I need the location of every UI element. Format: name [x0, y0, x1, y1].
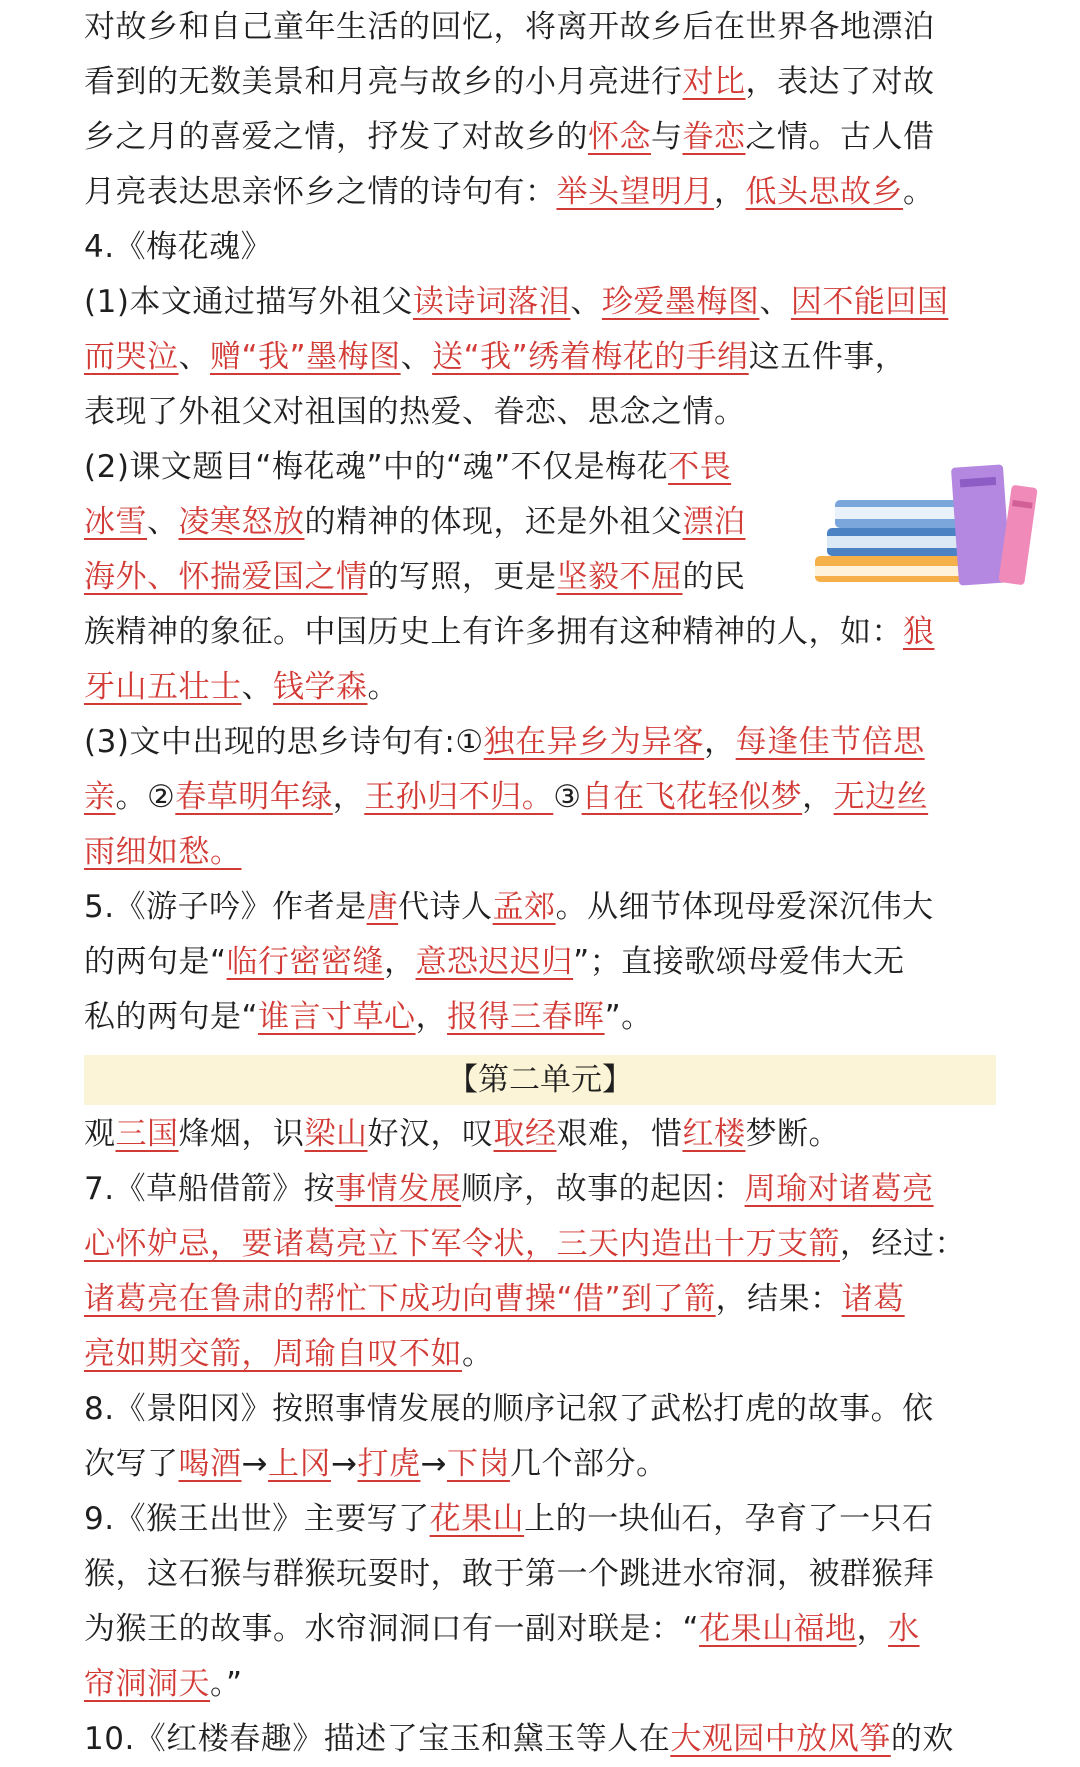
line-3 [84, 110, 996, 165]
body-text: (2)课文题目“梅花魂”中的“魂”不仅是梅花 [84, 449, 669, 485]
heading-4 [84, 220, 996, 275]
line-12 [84, 660, 996, 715]
body-text: 对故乡和自己童年生活的回忆，将离开故乡后在世界各地漂泊 [84, 9, 935, 45]
answer-text: 心怀妒忌，要诸葛亮立下军令状，三天内造出十万支箭 [84, 1226, 840, 1262]
line-2 [84, 55, 996, 110]
line-4 [84, 165, 996, 220]
answer-text: 红楼 [682, 1116, 746, 1152]
answer-text: 事情发展 [335, 1171, 462, 1207]
answer-text: 海外、怀揣爱国之情 [84, 559, 368, 595]
answer-text: 赠“我”墨梅图 [210, 339, 401, 375]
books-illustration-icon [805, 456, 1055, 596]
answer-text: 对比 [682, 64, 746, 100]
line-27 [84, 1547, 996, 1602]
body-text: 上的一块仙石，孕育了一只石 [524, 1501, 934, 1537]
line-25 [84, 1437, 996, 1492]
body-text: 、 [178, 339, 210, 375]
line-28 [84, 1602, 996, 1657]
answer-text: 下岗 [446, 1446, 510, 1482]
answer-text: 怀念 [588, 119, 651, 155]
body-text: ， [714, 174, 746, 210]
answer-text: 打虎 [357, 1446, 421, 1482]
answer-text: 雨细如愁。 [84, 834, 242, 870]
answer-text: 帘洞洞天 [84, 1666, 210, 1702]
line-20 [84, 1162, 996, 1217]
answer-text: 王孙归不归。 [364, 779, 554, 815]
body-text: 为猴王的故事。水帘洞洞口有一副对联是：“ [84, 1611, 700, 1647]
answer-text: 谁言寸草心 [258, 999, 416, 1035]
answer-text: 意恐迟迟归 [415, 944, 574, 980]
body-text: 的精神的体现，还是外祖父 [304, 504, 683, 540]
line-16 [84, 880, 996, 935]
body-text: 、 [570, 284, 602, 320]
body-text: ， [856, 1611, 889, 1647]
body-text: 。从细节体现母爱深沉伟大 [555, 889, 934, 925]
body-text: ，结果： [715, 1281, 842, 1317]
body-text: 、 [147, 504, 179, 540]
answer-text: 读诗词落泪 [412, 284, 571, 320]
body-text: → [241, 1446, 268, 1482]
answer-text: 周瑜对诸葛亮 [744, 1171, 934, 1207]
answer-text: 亮如期交箭，周瑜自叹不如 [84, 1336, 462, 1372]
body-text: (1)本文通过描写外祖父 [84, 284, 413, 320]
body-text: 的欢 [890, 1721, 954, 1757]
body-text: ， [704, 724, 736, 760]
body-text: ，经过： [840, 1226, 966, 1262]
unit-banner: 【第二单元】 [84, 1055, 996, 1105]
line-23 [84, 1327, 996, 1382]
body-text: 5.《游子吟》作者是 [84, 889, 367, 925]
body-text: 、 [759, 284, 791, 320]
body-text: 这五件事， [748, 339, 907, 375]
body-text: 猴，这石猴与群猴玩耍时，敢于第一个跳进水帘洞，被群猴拜 [84, 1556, 935, 1592]
body-text: 。 [367, 669, 399, 705]
body-text: → [330, 1446, 358, 1482]
answer-text: 花果山福地 [699, 1611, 857, 1647]
body-text: 次写了 [84, 1446, 179, 1482]
answer-text: 大观园中放风筝 [670, 1721, 891, 1757]
body-text: 、 [241, 669, 273, 705]
body-text: 观 [84, 1116, 116, 1152]
body-text: 9.《猴王出世》主要写了 [84, 1501, 430, 1537]
body-text: 乡之月的喜爱之情，抒发了对故乡的 [84, 119, 588, 155]
body-text: 之情。古人借 [745, 119, 935, 155]
line-19 [84, 1107, 996, 1162]
line-26 [84, 1492, 996, 1547]
line-7 [84, 385, 996, 440]
answer-text: 因不能回国 [790, 284, 949, 320]
answer-text: 诸葛 [841, 1281, 905, 1317]
answer-text: 不畏 [668, 449, 732, 485]
body-text: ”。 [604, 999, 653, 1035]
body-text: 、 [400, 339, 433, 375]
body-text: ”；直接歌颂母爱伟大无 [573, 944, 905, 980]
body-text: 几个部分。 [509, 1446, 668, 1482]
line-11 [84, 605, 996, 660]
answer-text: 举头望明月 [556, 174, 714, 210]
answer-text: 花果山 [429, 1501, 525, 1537]
answer-text: 眷恋 [682, 119, 746, 155]
body-text: 。 [903, 174, 935, 210]
line-15 [84, 825, 996, 880]
line-22 [84, 1272, 996, 1327]
answer-text: 报得三春晖 [447, 999, 605, 1035]
answer-text: 漂泊 [682, 504, 746, 540]
answer-text: 每逢佳节倍思 [735, 724, 925, 760]
answer-text: 春草明年绿 [175, 779, 333, 815]
body-text: 看到的无数美景和月亮与故乡的小月亮进行 [84, 64, 683, 100]
answer-text: 无边丝 [833, 779, 929, 815]
body-text: 烽烟，识 [178, 1116, 305, 1152]
body-text: 私的两句是“ [84, 999, 259, 1035]
body-text: 。② [115, 779, 176, 815]
answer-text: 三国 [115, 1116, 179, 1152]
body-text: ， [802, 779, 834, 815]
body-text: 的写照，更是 [367, 559, 557, 595]
answer-text: 唐 [366, 889, 399, 925]
body-text: 的民 [682, 559, 746, 595]
document-page [84, 0, 996, 1767]
body-text: 8.《景阳冈》按照事情发展的顺序记叙了武松打虎的故事。依 [84, 1391, 934, 1427]
body-text: → [420, 1446, 447, 1482]
answer-text: 诸葛亮在鲁肃的帮忙下成功向曹操“借”到了箭 [84, 1281, 716, 1317]
answer-text: 临行密密缝 [226, 944, 385, 980]
body-text: 顺序，故事的起因： [461, 1171, 745, 1207]
answer-text: 取经 [493, 1116, 557, 1152]
body-text: 7.《草船借箭》按 [84, 1171, 336, 1207]
body-text: 好汉，叹 [367, 1116, 494, 1152]
answer-text: 亲 [84, 779, 116, 815]
body-text: 表现了外祖父对祖国的热爱、眷恋、思念之情。 [84, 394, 746, 430]
line-24 [84, 1382, 996, 1437]
answer-text: 而哭泣 [84, 339, 179, 375]
body-text: 月亮表达思亲怀乡之情的诗句有： [84, 174, 557, 210]
answer-text: 上冈 [267, 1446, 331, 1482]
line-17 [84, 935, 996, 990]
answer-text: 喝酒 [178, 1446, 242, 1482]
body-text: 。” [210, 1666, 243, 1702]
answer-text: 钱学森 [273, 669, 368, 705]
body-text: 4.《梅花魂》 [84, 229, 273, 265]
body-text: ， [332, 779, 365, 815]
body-text: 与 [651, 119, 683, 155]
line-6 [84, 330, 996, 385]
line-18 [84, 990, 996, 1045]
line-5 [84, 275, 996, 330]
body-text: (3)文中出现的思乡诗句有:① [84, 724, 484, 760]
body-text: 梦断。 [745, 1116, 840, 1152]
answer-text: 孟郊 [492, 889, 556, 925]
body-text: ， [415, 999, 448, 1035]
answer-text: 梁山 [304, 1116, 368, 1152]
line-21 [84, 1217, 996, 1272]
answer-text: 珍爱墨梅图 [601, 284, 760, 320]
body-text: 族精神的象征。中国历史上有许多拥有这种精神的人，如： [84, 614, 903, 650]
body-text: ③ [553, 779, 582, 815]
body-text: ， [384, 944, 416, 980]
line-29 [84, 1657, 996, 1712]
answer-text: 送“我”绣着梅花的手绢 [432, 339, 749, 375]
answer-text: 坚毅不屈 [556, 559, 683, 595]
line-30 [84, 1712, 996, 1767]
unit-two-notes [84, 1107, 996, 1767]
body-text: 代诗人 [398, 889, 493, 925]
answer-text: 水 [888, 1611, 920, 1647]
answer-text: 冰雪 [84, 504, 147, 540]
answer-text: 凌寒怒放 [178, 504, 305, 540]
body-text: 艰难，惜 [556, 1116, 683, 1152]
body-text: ，表达了对故 [745, 64, 935, 100]
answer-text: 狼 [903, 614, 935, 650]
answer-text: 牙山五壮士 [84, 669, 242, 705]
line-1 [84, 0, 996, 55]
answer-text: 低头思故乡 [745, 174, 903, 210]
body-text: 10.《红楼春趣》描述了宝玉和黛玉等人在 [84, 1721, 671, 1757]
body-text: 的两句是“ [84, 944, 227, 980]
body-text: 。 [462, 1336, 494, 1372]
answer-text: 自在飞花轻似梦 [581, 779, 803, 815]
answer-text: 独在异乡为异客 [483, 724, 705, 760]
line-13 [84, 715, 996, 770]
line-14 [84, 770, 996, 825]
